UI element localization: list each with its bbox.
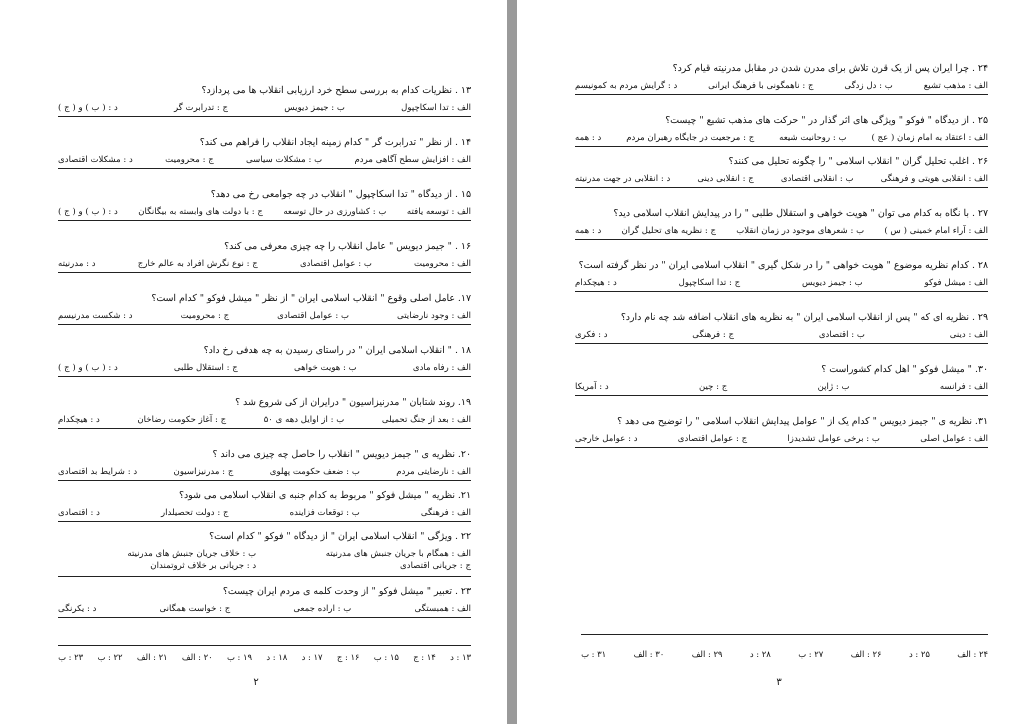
answer-option: ب : مشکلات سیاسی: [246, 155, 323, 165]
answer-option: ج : آغاز حکومت رضاخان: [137, 415, 227, 425]
question-stem: ۱۴ . از نظر " تدرابرت گر " کدام زمینه ایجاد انقلاب را فراهم می کند؟: [199, 137, 471, 148]
page-left: [0, 0, 507, 724]
answer-options: [58, 310, 471, 325]
answer-option: ب : دل زدگی: [844, 81, 893, 91]
answer-key: [581, 649, 988, 659]
answer-options: [58, 414, 471, 429]
answer-option: د : شرایط بد اقتصادی: [58, 467, 138, 477]
answer-option: ب : اراده جمعی: [293, 604, 352, 614]
answer-key-item: ۱۸ : د: [266, 652, 288, 662]
answer-option: ب : خلاف جریان جنبش های مدرنیته: [127, 549, 257, 559]
answer-key-item: ۳۱ : ب: [581, 649, 607, 659]
answer-key-item: ۲۵ : د: [908, 649, 930, 659]
answer-option: ج : دولت تحصیلدار: [160, 508, 229, 518]
question-item: [58, 448, 471, 481]
question-stem: ۱۵ . از دیدگاه " تدا اسکاچپول " انقلاب در چه جوامعی رخ می دهد؟: [210, 189, 471, 200]
answer-option: ج : جریانی اقتصادی: [400, 561, 471, 571]
answer-option: د : هیچکدام: [58, 415, 100, 425]
answer-option: د : انقلابی در جهت مدرنیته: [575, 174, 671, 184]
question-stem: ۱۸ . " انقلاب اسلامی ایران " در راستای رسیدن به چه هدفی رخ داد؟: [203, 345, 471, 356]
answer-options: [575, 433, 988, 448]
answer-options: [575, 277, 988, 292]
answer-key-item: ۱۳ : د: [450, 652, 471, 662]
question-item: [58, 292, 471, 325]
question-stem: ۳۰. " میشل فوکو " اهل کدام کشوراست ؟: [821, 364, 988, 375]
answer-options: [575, 225, 988, 240]
question-item: [575, 311, 988, 344]
answer-key-divider: [581, 634, 988, 635]
answer-key-item: ۱۷ : د: [301, 652, 323, 662]
question-stem: ۲۴ . چرا ایران پس از یک قرن تلاش برای مدرن شدن در مقابل مدرنیته قیام کرد؟: [672, 63, 988, 74]
question-list: [58, 84, 471, 637]
answer-option: د : فکری: [575, 330, 608, 340]
answer-option: ج : با دولت های وابسته به بیگانگان: [138, 207, 263, 217]
answer-option: الف : فرانسه: [939, 382, 988, 392]
answer-key-item: ۲۶ : الف: [850, 649, 882, 659]
answer-option: ب : جیمز دیویس: [801, 278, 863, 288]
options-divider: [58, 576, 471, 577]
answer-options: [58, 548, 471, 574]
answer-key-item: ۲۲ : ب: [97, 652, 123, 662]
answer-option: ب : توقعات فزاینده: [289, 508, 360, 518]
answer-options: [58, 466, 471, 481]
answer-options: [575, 173, 988, 188]
answer-key: [58, 652, 471, 662]
answer-option: د : هیچکدام: [575, 278, 617, 288]
answer-options: [58, 603, 471, 618]
answer-option: ج : نوع نگرش افراد به عالم خارج: [137, 259, 258, 269]
answer-options: [58, 154, 471, 169]
answer-option: ب : روحانیت شیعه: [779, 133, 847, 143]
question-item: [575, 114, 988, 147]
answer-option: ب : انقلابی اقتصادی: [780, 174, 854, 184]
question-stem: ۱۹. روند شتابان " مدرنیزاسیون " درایران از کی شروع شد ؟: [235, 397, 471, 408]
page-number: ۳: [776, 677, 782, 688]
question-item: [58, 585, 471, 618]
answer-option: ب : برخی عوامل تشدیدزا: [787, 434, 881, 444]
answer-option: د : عوامل خارجی: [575, 434, 638, 444]
answer-option: د : ( ب ) و ( ج ): [58, 207, 118, 217]
question-item: [58, 84, 471, 117]
answer-option: الف : افزایش سطح آگاهی مردم: [354, 155, 471, 165]
answer-option: ب : عوامل اقتصادی: [299, 259, 372, 269]
answer-option: الف : همبستگی: [414, 604, 471, 614]
question-stem: ۲۹ . نظریه ای که " پس از انقلاب اسلامی ایران " به نظریه های انقلاب اضافه شد چه نام دارد؟: [620, 312, 988, 323]
answer-options: [575, 132, 988, 147]
question-stem: ۲۸ . کدام نظریه موضوع " هویت خواهی " را در شکل گیری " انقلاب اسلامی ایران " در نظر گرفته است؟: [578, 260, 988, 271]
answer-option: الف : توسعه یافته: [406, 207, 471, 217]
answer-option: ب : کشاورزی در حال توسعه: [283, 207, 387, 217]
answer-option: د : شکست مدرنیسم: [58, 311, 133, 321]
answer-option: ب : ضعف حکومت پهلوی: [269, 467, 360, 477]
question-item: [58, 530, 471, 577]
answer-key-item: ۲۷ : ب: [798, 649, 824, 659]
answer-option: د : جریانی بر خلاف ثروتمندان: [150, 561, 257, 571]
answer-option: د : اقتصادی: [58, 508, 100, 518]
answer-option: ج : چین: [698, 382, 728, 392]
question-item: [58, 240, 471, 273]
answer-option: ج : ناهمگونی با فرهنگ ایرانی: [708, 81, 814, 91]
answer-option: ج : خواست همگانی: [159, 604, 231, 614]
answer-key-item: ۱۴ : ج: [413, 652, 436, 662]
question-stem: ۲۲ . ویژگی " انقلاب اسلامی ایران " از دیدگاه " فوکو " کدام است؟: [209, 531, 471, 542]
answer-option: د : ( ب ) و ( ج ): [58, 363, 118, 373]
question-stem: ۱۳ . نظریات کدام به بررسی سطح خرد ارزیابی انقلاب ها می پردازد؟: [201, 85, 471, 96]
question-stem: ۳۱. نظریه ی " جیمز دیویس " کدام یک از " عوامل پیدایش انقلاب اسلامی " را توضیح می دهد ؟: [617, 416, 988, 427]
answer-key-item: ۲۸ : د: [749, 649, 771, 659]
answer-option: ب : هویت خواهی: [293, 363, 357, 373]
answer-option: ج : مرجعیت در جایگاه رهبران مردم: [626, 133, 755, 143]
answer-option: د : یکرنگی: [58, 604, 97, 614]
answer-option: الف : همگام با جریان جنبش های مدرنیته: [325, 549, 471, 559]
answer-option: ب : جیمز دیویس: [284, 103, 346, 113]
answer-key-item: ۲۰ : الف: [181, 652, 213, 662]
answer-option: الف : عوامل اصلی: [920, 434, 988, 444]
answer-option: ج : محرومیت: [165, 155, 214, 165]
answer-option: الف : رفاه مادی: [412, 363, 471, 373]
answer-options: [58, 507, 471, 522]
question-item: [575, 415, 988, 448]
answer-options: [575, 381, 988, 396]
answer-key-item: ۲۱ : الف: [136, 652, 168, 662]
answer-option: ج : تدا اسکاچپول: [678, 278, 741, 288]
question-item: [58, 188, 471, 221]
answer-option: د : مشکلات اقتصادی: [58, 155, 133, 165]
answer-key-divider: [58, 645, 471, 646]
question-item: [58, 396, 471, 429]
answer-option: د : همه: [575, 133, 602, 143]
answer-option: الف : تدا اسکاچپول: [401, 103, 471, 113]
answer-option: ج : نظریه های تحلیل گران: [621, 226, 717, 236]
answer-option: الف : میشل فوکو: [924, 278, 988, 288]
answer-option: ب : اقتصادی: [818, 330, 865, 340]
answer-option: د : مدرنیته: [58, 259, 96, 269]
question-item: [575, 259, 988, 292]
answer-option: الف : بعد از جنگ تحمیلی: [381, 415, 471, 425]
answer-option: ج : عوامل اقتصادی: [677, 434, 748, 444]
answer-options: [58, 102, 471, 117]
answer-option: ج : تدرابرت گر: [173, 103, 229, 113]
answer-option: د : آمریکا: [575, 382, 609, 392]
answer-option: الف : فرهنگی: [420, 508, 471, 518]
answer-options: [58, 206, 471, 221]
answer-option: ج : محرومیت: [180, 311, 230, 321]
question-stem: ۲۵ . از دیدگاه " فوکو " ویژگی های اثر گذار در " حرکت های مذهب تشیع " چیست؟: [665, 115, 988, 126]
question-item: [58, 136, 471, 169]
answer-key-item: ۱۹ : ب: [226, 652, 253, 662]
answer-key-item: ۱۶ : ج: [336, 652, 360, 662]
answer-key-item: ۲۹ : الف: [691, 649, 723, 659]
answer-options: [575, 329, 988, 344]
answer-option: د : ( ب ) و ( ج ): [58, 103, 118, 113]
question-stem: ۲۰. نظریه ی " جیمز دیویس " انقلاب را حاصل چه چیزی می داند ؟: [212, 449, 471, 460]
answer-option: ج : انقلابی دینی: [697, 174, 754, 184]
answer-options: [58, 258, 471, 273]
answer-option: د : گرایش مردم به کمونیسم: [575, 81, 678, 91]
question-item: [58, 344, 471, 377]
answer-option: الف : اعتقاد به امام زمان ( عج ): [871, 133, 988, 143]
question-item: [575, 207, 988, 240]
answer-option: الف : آراء امام خمینی ( س ): [884, 226, 988, 236]
answer-option: ب : عوامل اقتصادی: [277, 311, 350, 321]
answer-key-item: ۲۴ : الف: [957, 649, 988, 659]
answer-options: [575, 80, 988, 95]
question-stem: ۲۶ . اغلب تحلیل گران " انقلاب اسلامی " را چگونه تحلیل می کنند؟: [728, 156, 988, 167]
answer-option: ج : استقلال طلبی: [173, 363, 238, 373]
question-item: [58, 489, 471, 522]
page-number: ۲: [253, 677, 259, 688]
answer-option: ج : مدرنیزاسیون: [173, 467, 234, 477]
answer-option: الف : دینی: [949, 330, 988, 340]
question-stem: ۲۷ . با نگاه به کدام می توان " هویت خواهی و استقلال طلبی " را در پیدایش انقلاب اسلامی دید؟: [613, 208, 988, 219]
answer-option: الف : محرومیت: [414, 259, 471, 269]
question-stem: ۲۱. نظریه " میشل فوکو " مربوط به کدام جنبه ی انقلاب اسلامی می شود؟: [179, 490, 471, 501]
answer-option: ب : از اوایل دهه ی ۵۰: [263, 415, 345, 425]
question-item: [575, 62, 988, 95]
answer-key-item: ۲۳ : ب: [58, 652, 84, 662]
answer-option: الف : انقلابی هویتی و فرهنگی: [880, 174, 988, 184]
question-list: [575, 62, 988, 467]
answer-key-item: ۱۵ : ب: [373, 652, 399, 662]
answer-option: ب : ژاپن: [817, 382, 850, 392]
question-stem: ۱۶ . " جیمز دیویس " عامل انقلاب را چه چیزی معرفی می کند؟: [224, 241, 471, 252]
question-item: [575, 155, 988, 188]
answer-option: الف : نارضایتی مردم: [396, 467, 471, 477]
answer-option: الف : وجود نارضایتی: [397, 311, 471, 321]
answer-option: ج : فرهنگی: [692, 330, 735, 340]
page-right: [517, 0, 1024, 724]
answer-option: ب : شعرهای موجود در زمان انقلاب: [736, 226, 865, 236]
question-stem: ۱۷. عامل اصلی وقوع " انقلاب اسلامی ایران " از نظر " میشل فوکو " کدام است؟: [151, 293, 471, 304]
answer-options: [58, 362, 471, 377]
answer-option: الف : مذهب تشیع: [923, 81, 988, 91]
answer-option: د : همه: [575, 226, 602, 236]
answer-key-item: ۳۰ : الف: [633, 649, 665, 659]
question-item: [575, 363, 988, 396]
question-stem: ۲۳ . تعبیر " میشل فوکو " از وحدت کلمه ی مردم ایران چیست؟: [222, 586, 471, 597]
